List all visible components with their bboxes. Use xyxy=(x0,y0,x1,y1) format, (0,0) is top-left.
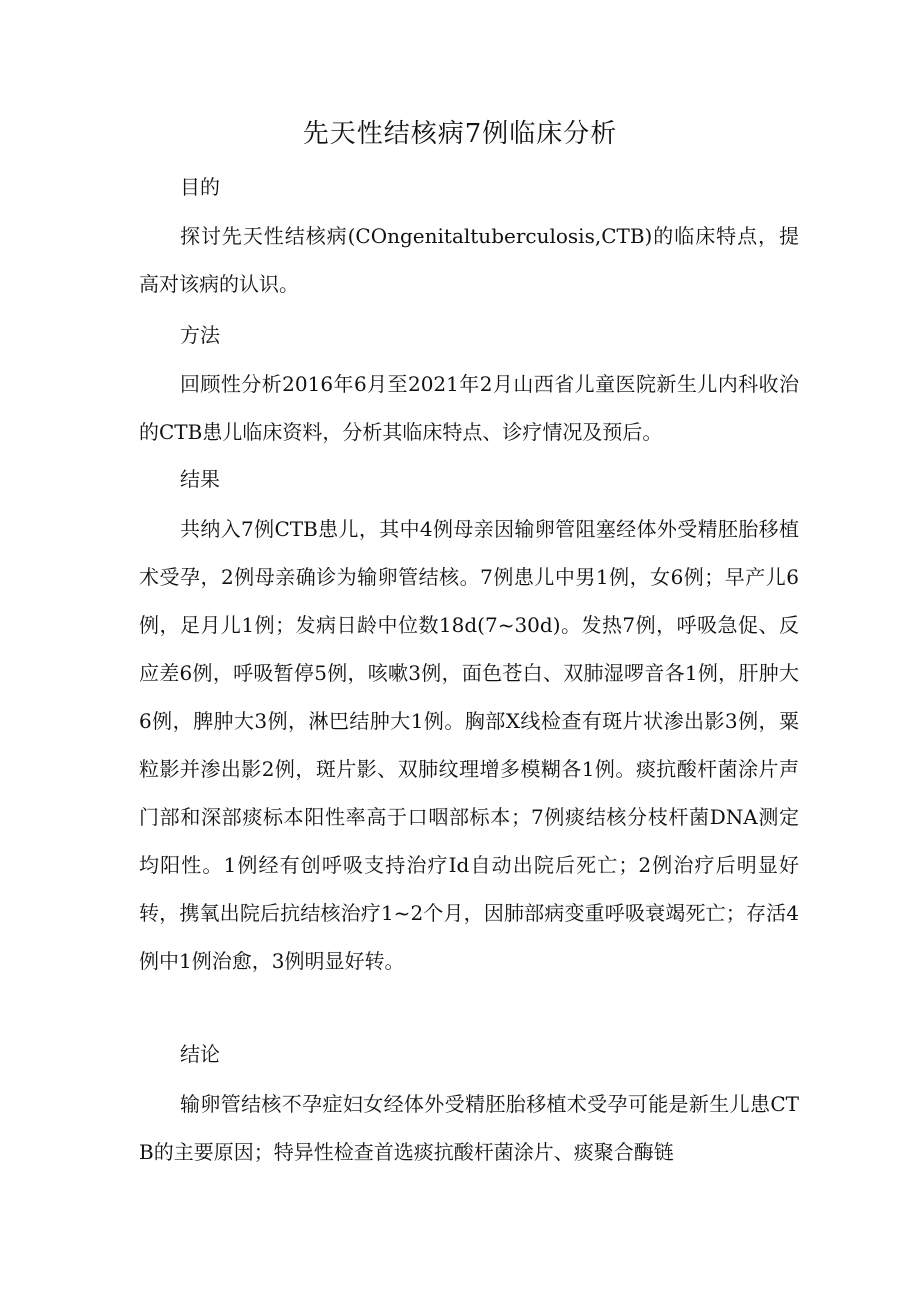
section-text-conclusion: 输卵管结核不孕症妇女经体外受精胚胎移植术受孕可能是新生儿患CTB的主要原因；特异性检查首选痰抗酸杆菌涂片、痰聚合酶链 xyxy=(139,1092,799,1164)
section-heading-method: 方法 xyxy=(180,323,220,347)
section-text-method: 回顾性分析2016年6月至2021年2月山西省儿童医院新生儿内科收治的CTB患儿临床资料，分析其临床特点、诊疗情况及预后。 xyxy=(139,372,799,444)
document-title: 先天性结核病7例临床分析 xyxy=(302,119,618,149)
section-heading-goal: 目的 xyxy=(180,175,220,199)
section-text-goal: 探讨先天性结核病(COngenitaltuberculosis,CTB)的临床特点，提高对该病的认识。 xyxy=(139,224,799,296)
section-heading-conclusion: 结论 xyxy=(180,1042,220,1066)
section-heading-result: 结果 xyxy=(180,467,220,491)
section-text-result: 共纳入7例CTB患儿，其中4例母亲因输卵管阻塞经体外受精胚胎移植术受孕，2例母亲确诊为输卵管结核。7例患儿中男1例，女6例；早产儿6例，足月儿1例；发病日龄中位数18d(7~30d)。发热7例，呼吸急促、反应差6例，呼吸暂停5例，咳嗽3例，面色苍白、双肺湿啰音各1例，肝肿大6例，脾肿大3例，淋巴结肿大1例。胸部X线检查有斑片状渗出影3例，粟粒影并渗出影2例，斑片影、双肺纹理增多模糊各1例。痰抗酸杆菌涂片声门部和深部痰标本阳性率高于口咽部标本；7例痰结核分枝杆菌DNA测定均阳性。1例经有创呼吸支持治疗Id自动出院后死亡；2例治疗后明显好转，携氧出院后抗结核治疗1~2个月，因肺部病变重呼吸衰竭死亡；存活4例中1例治愈，3例明显好转。 xyxy=(139,517,799,973)
